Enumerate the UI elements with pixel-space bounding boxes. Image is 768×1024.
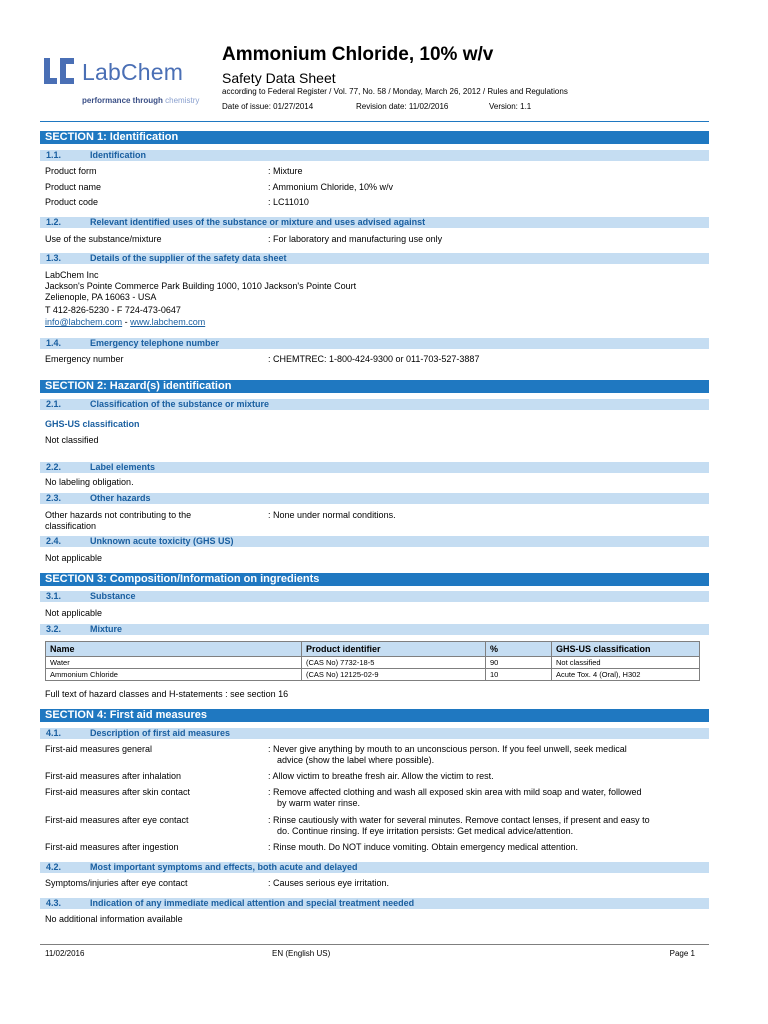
subsection-4-2: 4.2. Most important symptoms and effects, both acute and delayed (40, 862, 709, 873)
product-form-value: : Mixture (268, 166, 303, 176)
first-aid-general-value: : Never give anything by mouth to an unconscious person. If you feel unwell, seek medical advice (show the label where possible). (268, 744, 627, 765)
supplier-phone: T 412-826-5230 - F 724-473-0647 (45, 305, 181, 315)
other-hazards-label-1: Other hazards not contributing to the (45, 510, 192, 520)
subsection-4-1: 4.1. Description of first aid measures (40, 728, 709, 739)
labchem-logo-icon (44, 58, 74, 84)
other-hazards-label-2: classification (45, 521, 97, 531)
table-cell: (CAS No) 7732-18-5 (302, 657, 486, 669)
footer-language: EN (English US) (272, 949, 331, 958)
first-aid-eye-label: First-aid measures after eye contact (45, 815, 189, 825)
document-title: Ammonium Chloride, 10% w/v (222, 44, 494, 65)
acute-toxicity-value: Not applicable (45, 553, 103, 563)
table-cell: Not classified (552, 657, 700, 669)
column-header: Product identifier (302, 642, 486, 657)
symptoms-value: : Causes serious eye irritation. (268, 878, 390, 888)
supplier-name: LabChem Inc (45, 270, 99, 280)
product-form-label: Product form (45, 166, 97, 176)
table-row (46, 669, 700, 681)
column-header: % (486, 642, 552, 657)
first-aid-general-label: First-aid measures general (45, 744, 153, 754)
section-3-header: SECTION 3: Composition/Information on ingredients (40, 573, 709, 586)
product-code-value: : LC11010 (268, 197, 309, 207)
version: Version: 1.1 (489, 102, 532, 111)
first-aid-eye-value: : Rinse cautiously with water for several minutes. Remove contact lenses, if present and easy to do. Continue rinsing. If eye irritation persists: Get medical advice/attention. (268, 815, 650, 836)
subsection-2-1: 2.1. Classification of the substance or mixture (40, 399, 709, 410)
product-code-label: Product code (45, 197, 99, 207)
table-cell: 90 (486, 657, 552, 669)
regulation-note: according to Federal Register / Vol. 77, No. 58 / Monday, March 26, 2012 / Rules and Regulations (222, 87, 568, 96)
section-2-header: SECTION 2: Hazard(s) identification (40, 380, 709, 393)
subsection-1-2: 1.2. Relevant identified uses of the substance or mixture and uses advised against (40, 217, 709, 228)
first-aid-ingestion-value: : Rinse mouth. Do NOT induce vomiting. Obtain emergency medical attention. (268, 842, 578, 852)
use-label: Use of the substance/mixture (45, 234, 162, 244)
subsection-1-3: 1.3. Details of the supplier of the safety data sheet (40, 253, 709, 264)
footer-date: 11/02/2016 (45, 949, 85, 958)
table-cell: Acute Tox. 4 (Oral), H302 (552, 669, 700, 681)
section-1-header: SECTION 1: Identification (40, 131, 709, 144)
first-aid-ingestion-label: First-aid measures after ingestion (45, 842, 179, 852)
subsection-4-3: 4.3. Indication of any immediate medical attention and special treatment needed (40, 898, 709, 909)
footer-divider (40, 944, 709, 945)
document-subtitle: Safety Data Sheet (222, 70, 336, 86)
symptoms-label: Symptoms/injuries after eye contact (45, 878, 188, 888)
subsection-2-4: 2.4. Unknown acute toxicity (GHS US) (40, 536, 709, 547)
use-value: : For laboratory and manufacturing use only (268, 234, 443, 244)
section-4-header: SECTION 4: First aid measures (40, 709, 709, 722)
label-elements-value: No labeling obligation. (45, 477, 134, 487)
product-name-value: : Ammonium Chloride, 10% w/v (268, 182, 394, 192)
subsection-3-1: 3.1. Substance (40, 591, 709, 602)
supplier-contacts: info@labchem.com - www.labchem.com (45, 317, 206, 327)
ghs-value: Not classified (45, 435, 99, 445)
column-header: GHS-US classification (552, 642, 700, 657)
first-aid-skin-label: First-aid measures after skin contact (45, 787, 191, 797)
no-info-text: No additional information available (45, 914, 183, 924)
website-link[interactable]: www.labchem.com (130, 317, 206, 327)
emergency-label: Emergency number (45, 354, 124, 364)
brand-tagline: performance through chemistry (82, 96, 200, 105)
table-row (46, 657, 700, 669)
mixture-table (45, 641, 700, 681)
footer-page: Page 1 (669, 949, 695, 958)
supplier-address-1: Jackson's Pointe Commerce Park Building 1000, 1010 Jackson's Pointe Court (45, 281, 357, 291)
full-text-note: Full text of hazard classes and H-statements : see section 16 (45, 689, 289, 699)
header-divider (40, 121, 709, 122)
first-aid-inhalation-label: First-aid measures after inhalation (45, 771, 182, 781)
brand-name: LabChem (82, 59, 184, 85)
subsection-1-1: 1.1. Identification (40, 150, 709, 161)
first-aid-inhalation-value: : Allow victim to breathe fresh air. Allow the victim to rest. (268, 771, 494, 781)
subsection-1-4: 1.4. Emergency telephone number (40, 338, 709, 349)
table-cell: Ammonium Chloride (46, 669, 302, 681)
product-name-label: Product name (45, 182, 102, 192)
substance-value: Not applicable (45, 608, 103, 618)
emergency-value: : CHEMTREC: 1-800-424-9300 or 011-703-527-3887 (268, 354, 480, 364)
subsection-3-2: 3.2. Mixture (40, 624, 709, 635)
first-aid-skin-value: : Remove affected clothing and wash all exposed skin area with mild soap and water, followed by warm water rinse. (268, 787, 642, 808)
column-header: Name (46, 642, 302, 657)
revision-date: Revision date: 11/02/2016 (356, 102, 449, 111)
subsection-2-2: 2.2. Label elements (40, 462, 709, 473)
table-header-row (46, 642, 700, 657)
document-dates (222, 102, 531, 111)
table-cell: (CAS No) 12125-02-9 (302, 669, 486, 681)
supplier-address-2: Zelienople, PA 16063 - USA (45, 292, 157, 302)
issue-date: Date of issue: 01/27/2014 (222, 102, 314, 111)
email-link[interactable]: info@labchem.com (45, 317, 123, 327)
ghs-heading: GHS-US classification (45, 419, 140, 429)
subsection-2-3: 2.3. Other hazards (40, 493, 709, 504)
other-hazards-value: : None under normal conditions. (268, 510, 396, 520)
table-cell: Water (46, 657, 302, 669)
table-cell: 10 (486, 669, 552, 681)
